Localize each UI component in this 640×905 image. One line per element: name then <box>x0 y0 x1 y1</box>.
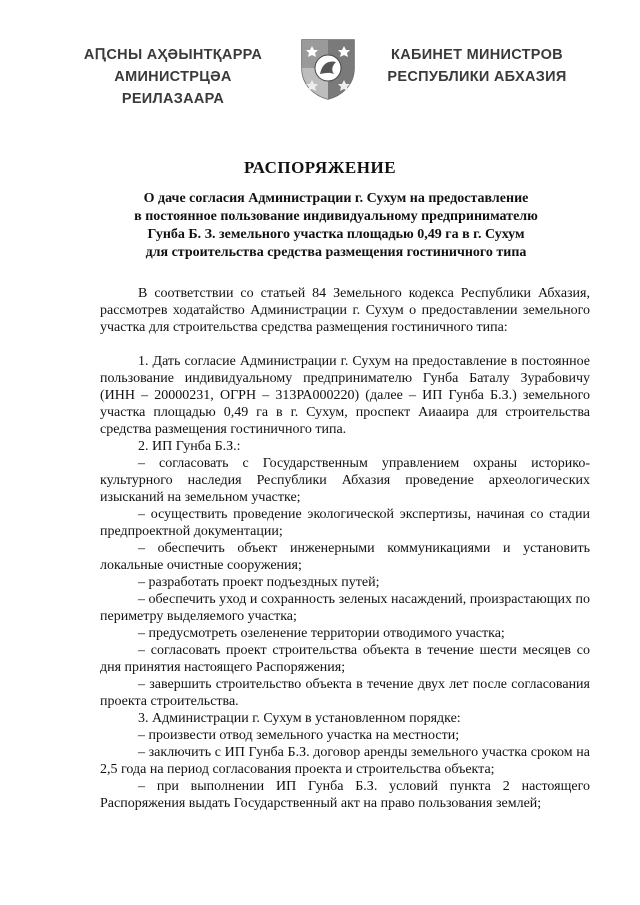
clause-1: 1. Дать согласие Администрации г. Сухум на предоставление в постоянное пользование индивидуальному предпринимателю Гунба Баталу Зурабовичу (ИНН – 20000231, ОГРН – 313РА000220) (далее – ИП Гунба Б.З.) земельного участка площадью 0,49 га в г. Сухум, проспект Аиааира для строительства средства размещения гостиничного типа. <box>100 354 590 437</box>
clause-2-item: – предусмотреть озеленение территории отводимого участка; <box>138 626 505 641</box>
clause-2-heading: 2. ИП Гунба Б.З.: <box>138 439 241 454</box>
subject-line: для строительства средства размещения гостиничного типа <box>145 245 527 260</box>
clause-2-item: – обеспечить объект инженерными коммуникациями и установить локальные очистные сооружения; <box>100 541 590 573</box>
header-left-line1: АԤСНЫ АҲӘЫНТҚАРРА <box>83 47 263 63</box>
clause-2-item: – завершить строительство объекта в течение двух лет после согласования проекта строительства. <box>100 677 590 709</box>
header-right-line2: РЕСПУБЛИКИ АБХАЗИЯ <box>387 69 567 85</box>
clause-3-item: – произвести отвод земельного участка на местности; <box>138 728 460 743</box>
header-right-russian <box>372 44 582 88</box>
header-right-line1: КАБИНЕТ МИНИСТРОВ <box>391 47 563 63</box>
clause-3-item: – при выполнении ИП Гунба Б.З. условий пункта 2 настоящего Распоряжения выдать Государственный акт на право пользования землей; <box>100 779 590 811</box>
subject-line: в постоянное пользование индивидуальному предпринимателю <box>134 209 538 224</box>
document-title: РАСПОРЯЖЕНИЕ <box>243 158 397 177</box>
preamble-paragraph: В соответствии со статьей 84 Земельного кодекса Республики Абхазия, рассмотрев ходатайство Администрации г. Сухум о предоставлении земельного участка для строительства средства размещения гостиничного типа: <box>100 286 590 335</box>
subject-line: Гунба Б. З. земельного участка площадью 0,49 га в г. Сухум <box>147 227 525 242</box>
clause-2-item: – согласовать с Государственным управлением охраны историко-культурного наследия Республики Абхазия проведение археологических изысканий на земельном участке; <box>100 456 590 505</box>
header-left-abkhaz <box>62 44 284 110</box>
clause-3-item: – заключить с ИП Гунба Б.З. договор аренды земельного участка сроком на 2,5 года на период согласования проекта и строительства объекта; <box>100 745 590 777</box>
header-left-line2: АМИНИСТРЦӘА РЕИЛАЗААРА <box>114 69 232 107</box>
clause-2-item: – осуществить проведение экологической экспертизы, начиная со стадии предпроектной документации; <box>100 507 590 539</box>
subject-line: О даче согласия Администрации г. Сухум на предоставление <box>143 191 529 206</box>
clause-3-heading: 3. Администрации г. Сухум в установленном порядке: <box>138 711 461 726</box>
document-body <box>100 285 590 812</box>
clause-2-item: – согласовать проект строительства объекта в течение шести месяцев со дня принятия настоящего Распоряжения; <box>100 643 590 675</box>
coat-of-arms-abkhazia-icon <box>298 38 358 100</box>
document-subject <box>96 190 576 262</box>
clause-2-item: – разработать проект подъездных путей; <box>138 575 380 590</box>
clause-2-item: – обеспечить уход и сохранность зеленых насаждений, произрастающих по периметру выделяемого участка; <box>100 592 590 624</box>
